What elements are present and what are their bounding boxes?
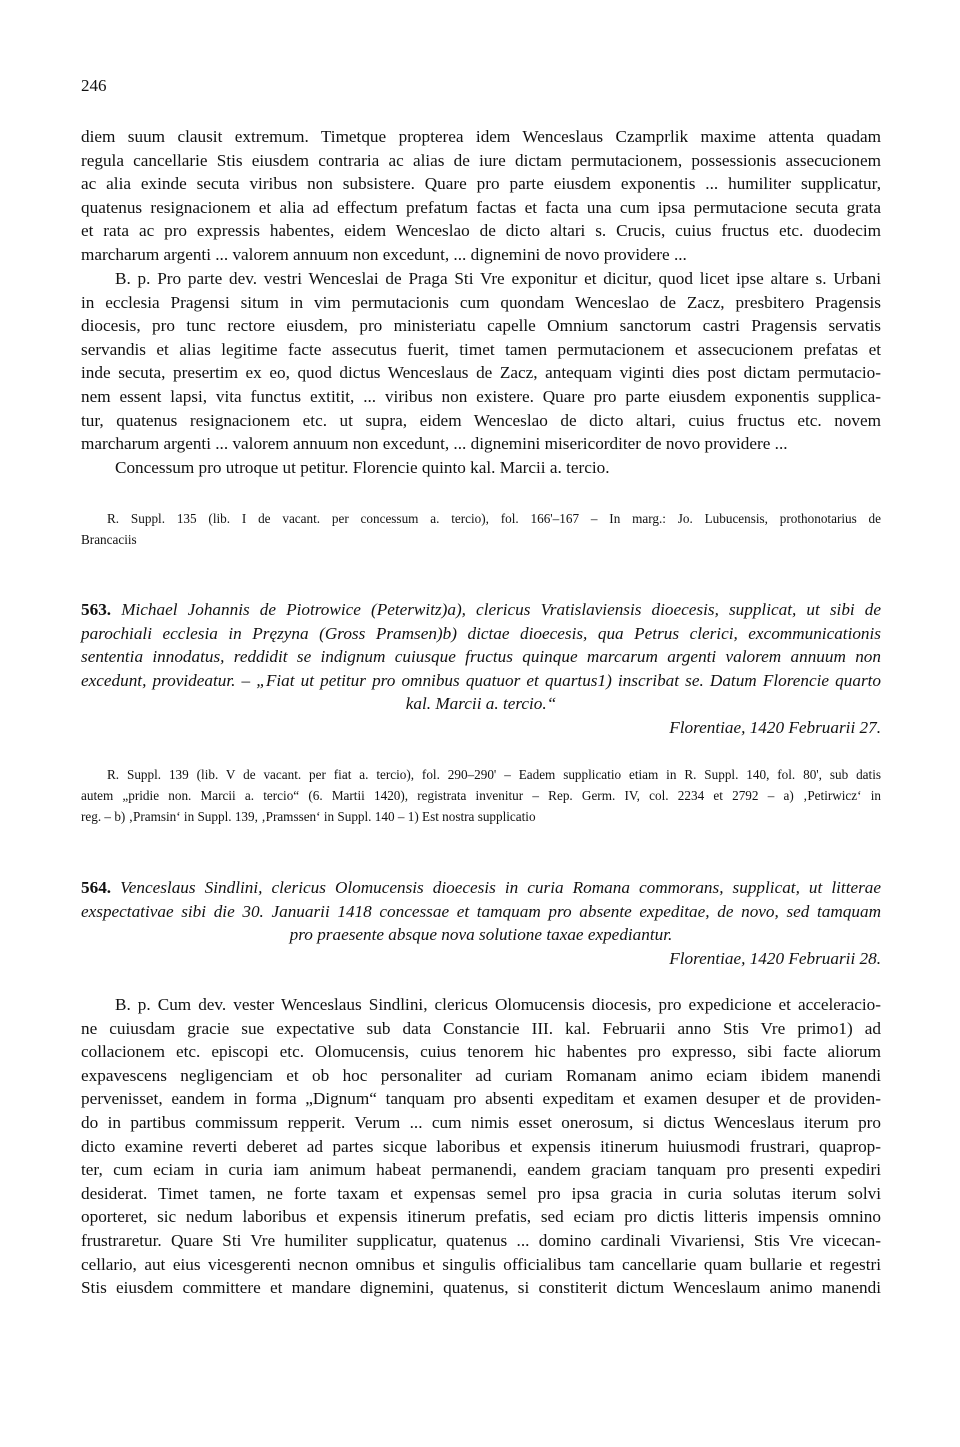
entry-number: 563.	[81, 600, 112, 619]
text-line	[81, 876, 881, 900]
text-line: expavescens negligenciam et ob hoc personaliter ad curiam Romanam animo eciam ibidem manendi	[81, 1065, 881, 1085]
text-line: et rata ac pro expressis habentes, eidem Wenceslao de dicto altari s. Crucis, cuius fructus etc. duodecim	[81, 221, 881, 241]
text-line: pervenisset, eandem in forma „Dignum“ tanquam pro absenti expeditam et examen desuper et de providen-	[81, 1089, 881, 1109]
text-line: quatenus resignacionem et alia ad effectum prefatum factas et facta una cum ipsa permutacione secuta grata	[81, 197, 881, 217]
text-line: pro praesente absque nova solutione taxae expediantur.	[289, 925, 673, 945]
page-number: 246	[81, 76, 107, 95]
text-line: frustraretur. Quare Sti Vre humiliter supplicatur, quatenus ... domino cardinali Vivariensi, Stis Vre vicecan-	[81, 1230, 881, 1250]
text-line: regula cancellarie Stis eiusdem contraria ac alias de iure dictam permutacionem, possessionis assecucionem	[81, 150, 881, 170]
note-line: Brancaciis	[81, 532, 137, 547]
text-line: oporteret, sic nedum laboribus et expensis itinerum prefatis, sed eciam pro dictis litteris impensis omnino	[81, 1207, 881, 1227]
paragraph-3	[81, 456, 881, 480]
footnote-block-1	[81, 508, 881, 550]
text-line: do in partibus commissum repperit. Verum ... cum nimis esset onerosum, si dictus Wenceslaus iterum pro	[81, 1112, 881, 1132]
text-line: collacionem etc. episcopi etc. Olomucensis, cuius tenorem hic habentes pro expresso, sibi facte aliorum	[81, 1042, 881, 1062]
paragraph-1	[81, 125, 881, 267]
text-line: kal. Marcii a. tercio.“	[405, 694, 557, 714]
entry-564-body	[81, 993, 881, 1300]
note-line: R. Suppl. 135 (lib. I de vacant. per concessum a. tercio), fol. 166'–167 – In marg.: Jo. Lubucensis, prothonotarius de	[107, 511, 881, 526]
text-line	[81, 598, 881, 622]
text-line: ter, cum eciam in curia iam animum habeat permanendi, eandem graciam tanquam pro presenti expediri	[81, 1160, 881, 1180]
text-line: B. p. Pro parte dev. vestri Wenceslai de Praga Sti Vre exponitur et dicitur, quod licet ipse altare s. Urbani	[115, 269, 881, 288]
text-line: marcharum argenti ... valorem annuum non excedunt, ... dignemini misericorditer de novo providere ...	[81, 434, 788, 454]
text-line: servandis et alias legitime facte assecutus fuerit, timet tamen permutacionem et assecucionem prefatas et	[81, 339, 881, 359]
note-line: R. Suppl. 139 (lib. V de vacant. per fiat a. tercio), fol. 290–290' – Eadem supplicatio etiam in R. Suppl. 140, fol. 80', sub datis	[107, 767, 881, 782]
note-line: autem „pridie non. Marcii a. tercio“ (6. Martii 1420), registrata invenitur – Rep. Germ. IV, col. 2234 et 2792 – a) ‚Petirwicz‘ in	[81, 788, 881, 803]
entry-number: 564.	[81, 878, 112, 897]
text-line: diocesis, pro tunc rectore eiusdem, pro ministeriatu capelle Omnium sanctorum castri Pragensis servatis	[81, 316, 881, 336]
text-line: B. p. Cum dev. vester Wenceslaus Sindlini, clericus Olomucensis diocesis, pro expedicione et acceleracio-	[115, 995, 881, 1014]
text-line: excedunt, provideatur. – „Fiat ut petitur pro omnibus quatuor et quartus1) inscribat se. Datum Florencie quarto	[81, 670, 881, 690]
text-span: Michael Johannis de Piotrowice (Peterwitz)a), clericus Vratislaviensis dioecesis, supplicat, ut sibi de	[121, 600, 882, 619]
text-line: in ecclesia Pragensi situm in vim permutacionis cum quondam Wenceslao de Zacz, presbitero Pragensis	[81, 292, 881, 312]
text-line: ac alia exinde secuta viribus non subsistere. Quare pro parte eiusdem exponentis ... humiliter supplicatur,	[81, 174, 881, 194]
paragraph-2	[81, 267, 881, 456]
footnote-block-563	[81, 764, 881, 827]
text-line: cellario, aut eius vicesgerenti necnon omnibus et singulis officialibus tam cancellarie quam bullarie et regestri	[81, 1254, 881, 1274]
text-line: Stis eiusdem committere et mandare dignemini, quatenus, si constiterit dictum Wenceslaum animo manendi	[81, 1278, 881, 1298]
text-line: diem suum clausit extremum. Timetque propterea idem Wenceslaus Czamprlik maxime attenta quadam	[81, 127, 881, 146]
entry-date: Florentiae, 1420 Februarii 28.	[669, 948, 881, 968]
entry-date: Florentiae, 1420 Februarii 27.	[669, 717, 881, 737]
text-line: nem essent lapsi, vita functus extitit, ... viribus non existere. Quare pro parte eiusdem exponentis supplica-	[81, 386, 881, 406]
text-line: parochiali ecclesia in Pręzyna (Gross Pramsen)b) dictae dioecesis, qua Petrus clerici, excommunicationis	[81, 623, 881, 643]
entry-564-summary	[81, 876, 881, 970]
note-line: reg. – b) ‚Pramsin‘ in Suppl. 139, ‚Pramssen‘ in Suppl. 140 – 1) Est nostra supplicatio	[81, 809, 536, 824]
text-line: desiderat. Timet tamen, ne forte taxam et expensas semel pro ipsa gracia in curia solutas iterum solvi	[81, 1183, 881, 1203]
text-line: exspectativae sibi die 30. Januarii 1418 concessae et tamquam pro absente expeditae, de novo, sed tamquam	[81, 901, 881, 921]
text-line: ne cuiusdam gracie sue expectative sub data Constancie III. kal. Februarii anno Stis Vre primo1) ad	[81, 1018, 881, 1038]
text-span: Venceslaus Sindlini, clericus Olomucensis dioecesis in curia Romana commorans, supplicat, ut litterae	[120, 878, 882, 897]
text-line: inde secuta, presertim ex eo, quod dictus Wenceslaus de Zacz, antequam viginti dies post dictam permutacio-	[81, 363, 881, 383]
entry-563-summary	[81, 598, 881, 740]
text-line: marcharum argenti ... valorem annuum non excedunt, ... dignemini de novo providere ...	[81, 244, 687, 264]
text-line: dicto examine reverti deberet ad partes sicque laboribus et expensis itinerum huiusmodi frustrari, quaprop-	[81, 1136, 881, 1156]
text-line: sententia innodatus, reddidit se indignum cuiusque fructus quinque marcarum argenti valorem annuum non	[81, 647, 881, 667]
text-line: Concessum pro utroque ut petitur. Florencie quinto kal. Marcii a. tercio.	[115, 458, 610, 477]
text-line: tur, quatenus resignacionem etc. ut supra, eidem Wenceslao de dicto altari, cuius fructus etc. novem	[81, 410, 881, 430]
